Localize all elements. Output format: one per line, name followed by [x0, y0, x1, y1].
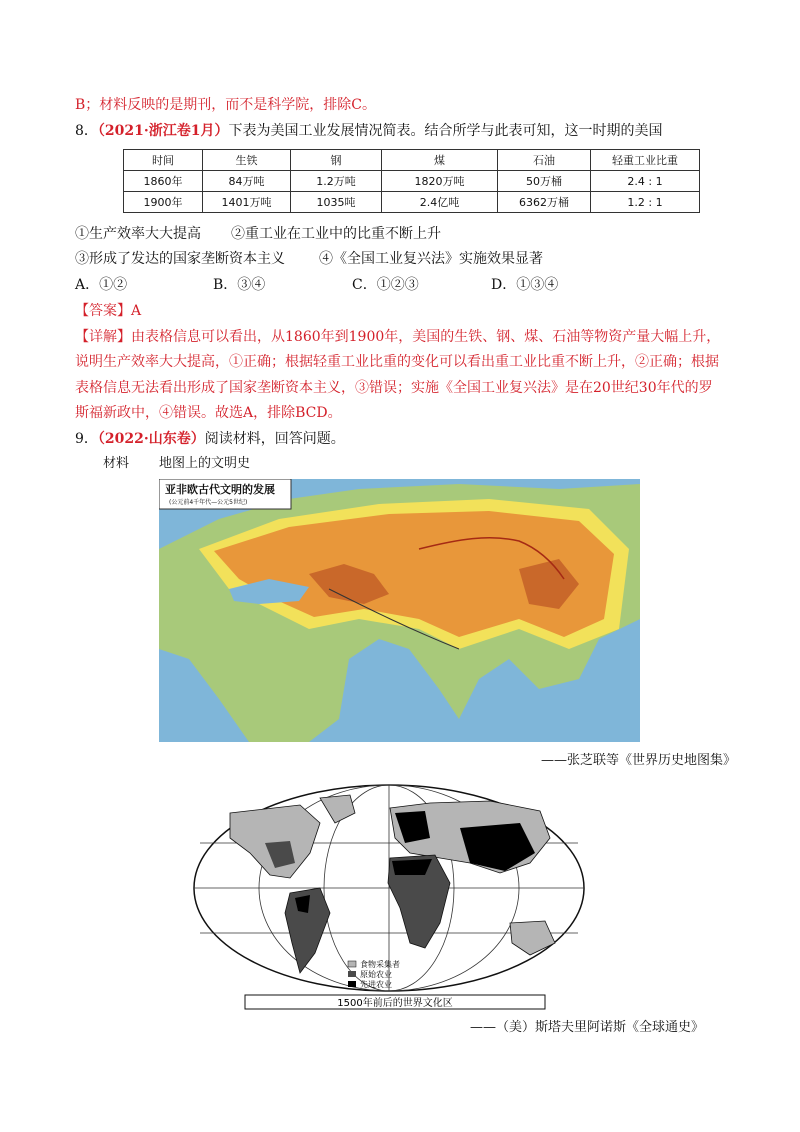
q8-stem-text: 下表为美国工业发展情况简表。结合所学与此表可知，这一时期的美国 — [228, 123, 663, 139]
table-header: 生铁 — [203, 150, 291, 171]
ancient-civilizations-map — [159, 479, 640, 742]
map2-north-africa-advanced — [392, 859, 432, 875]
table-header: 钢 — [291, 150, 382, 171]
q9-stem — [75, 429, 345, 449]
map1-caption: ——张芝联等《世界历史地图集》 — [541, 753, 737, 768]
legend-swatch-primitive — [348, 971, 356, 977]
statement-1: ①生产效率大大提高 — [75, 226, 201, 242]
table-cell: 1900年 — [124, 192, 203, 213]
q8-explain-line: 说明生产效率大大提高，①正确；根据轻重工业比重的变化可以看出重工业比重不断上升，②正确；根据 — [75, 354, 719, 370]
legend-swatch-gatherers — [348, 961, 356, 967]
table-cell: 1.2 : 1 — [591, 192, 700, 213]
world-culture-regions-map — [190, 783, 588, 1015]
material-heading — [103, 454, 250, 474]
previous-answer-tail: B；材料反映的是期刊，而不是科学院，排除C。 — [75, 97, 376, 113]
q8-source: （2021·浙江卷1月） — [97, 123, 229, 139]
statement-2: ②重工业在工业中的比重不断上升 — [231, 226, 441, 242]
statements-line-1 — [75, 224, 441, 244]
map2-caption: ——（美）斯塔夫里阿诺斯《全球通史》 — [470, 1020, 705, 1035]
statement-4: ④《全国工业复兴法》实施效果显著 — [319, 251, 543, 267]
legend-swatch-advanced — [348, 981, 356, 987]
option-b[interactable]: B．③④ — [213, 277, 266, 293]
map1-subtitle: (公元前4千年代—公元5世纪) — [169, 499, 248, 506]
table-cell: 1860年 — [124, 171, 203, 192]
material-label: 材料 — [103, 456, 130, 471]
table-cell: 1.2万吨 — [291, 171, 382, 192]
legend-label: 原始农业 — [360, 970, 392, 979]
table-cell: 1401万吨 — [203, 192, 291, 213]
table-cell: 84万吨 — [203, 171, 291, 192]
map2-title: 1500年前后的世界文化区 — [337, 998, 453, 1009]
table-cell: 50万桶 — [498, 171, 591, 192]
q8-answer: 【答案】A — [75, 303, 142, 319]
legend-label: 先进农业 — [360, 980, 392, 989]
table-header: 石油 — [498, 150, 591, 171]
table-cell: 1820万吨 — [382, 171, 498, 192]
q8-stem — [75, 121, 663, 141]
q8-number: 8． — [75, 123, 98, 139]
q8-explain-line: 斯福新政中，④错误。故选A，排除BCD。 — [75, 405, 342, 421]
statement-3: ③形成了发达的国家垄断资本主义 — [75, 251, 285, 267]
statements-line-2 — [75, 249, 543, 269]
option-c[interactable]: C．①②③ — [352, 277, 419, 293]
material-title: 地图上的文明史 — [159, 456, 251, 471]
table-cell: 1035吨 — [291, 192, 382, 213]
option-d[interactable]: D．①③④ — [491, 277, 559, 293]
q8-explain-line: 【详解】由表格信息可以看出，从1860年到1900年，美国的生铁、钢、煤、石油等物资产量大幅上升， — [75, 329, 721, 345]
q9-stem-text: 阅读材料，回答问题。 — [204, 431, 345, 447]
table-row — [124, 171, 700, 192]
q9-number: 9． — [75, 431, 98, 447]
option-a[interactable]: A．①② — [75, 277, 128, 293]
q9-source: （2022·山东卷） — [97, 431, 205, 447]
q8-explain-line: 表格信息无法看出形成了国家垄断资本主义，③错误；实施《全国工业复兴法》是在20世纪30年代的罗 — [75, 380, 713, 396]
table-row — [124, 192, 700, 213]
table-cell: 6362万桶 — [498, 192, 591, 213]
table-cell: 2.4亿吨 — [382, 192, 498, 213]
table-header: 时间 — [124, 150, 203, 171]
industry-stat-table — [123, 149, 700, 213]
table-header: 轻重工业比重 — [591, 150, 700, 171]
table-header: 煤 — [382, 150, 498, 171]
table-cell: 2.4 : 1 — [591, 171, 700, 192]
legend-label: 食物采集者 — [360, 960, 400, 969]
map1-title: 亚非欧古代文明的发展 — [165, 483, 275, 496]
table-header-row — [124, 150, 700, 171]
